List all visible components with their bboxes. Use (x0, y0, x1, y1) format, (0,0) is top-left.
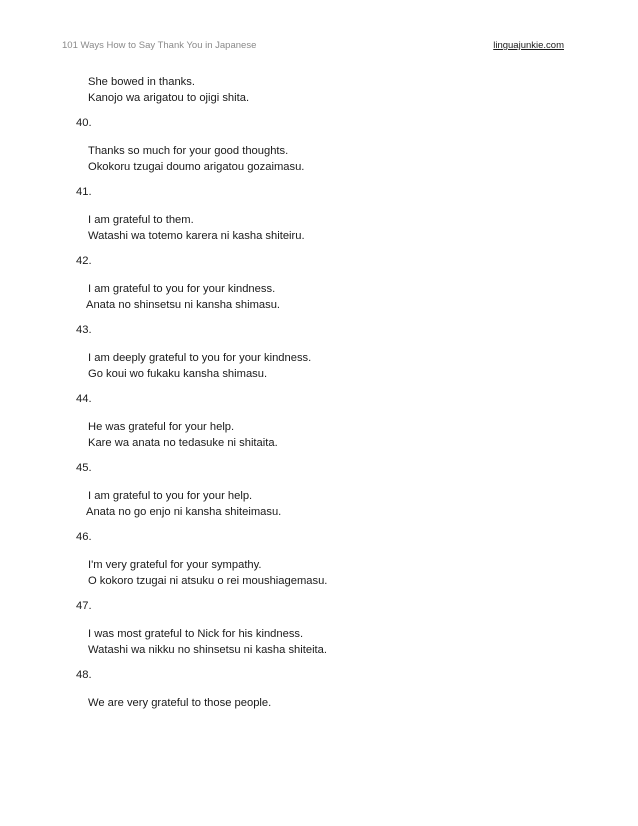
phrase-list (76, 74, 576, 711)
english-phrase: Thanks so much for your good thoughts. (88, 145, 289, 157)
page-header (62, 40, 564, 54)
entry-number: 46. (76, 531, 92, 543)
english-phrase: She bowed in thanks. (88, 76, 195, 88)
english-phrase: I'm very grateful for your sympathy. (88, 559, 262, 571)
entry-number: 42. (76, 255, 92, 267)
english-phrase: I am grateful to them. (88, 214, 194, 226)
english-phrase: We are very grateful to those people. (88, 697, 272, 709)
english-phrase: I am grateful to you for your help. (88, 490, 253, 502)
japanese-phrase: Anata no go enjo ni kansha shiteimasu. (86, 506, 282, 518)
japanese-phrase: O kokoro tzugai ni atsuku o rei moushiagemasu. (88, 575, 328, 587)
japanese-phrase: Watashi wa nikku no shinsetsu ni kasha shiteita. (88, 644, 327, 656)
english-phrase: I was most grateful to Nick for his kindness. (88, 628, 304, 640)
japanese-phrase: Anata no shinsetsu ni kansha shimasu. (86, 299, 281, 311)
document-title: 101 Ways How to Say Thank You in Japanese (62, 40, 257, 51)
site-link[interactable]: linguajunkie.com (493, 40, 564, 51)
japanese-phrase: Kanojo wa arigatou to ojigi shita. (88, 92, 250, 104)
english-phrase: I am grateful to you for your kindness. (88, 283, 276, 295)
english-phrase: I am deeply grateful to you for your kindness. (88, 352, 312, 364)
entry-number: 45. (76, 462, 92, 474)
entry-number: 44. (76, 393, 92, 405)
entry-number: 48. (76, 669, 92, 681)
entry-number: 43. (76, 324, 92, 336)
entry-number: 41. (76, 186, 92, 198)
entry-number: 40. (76, 117, 92, 129)
japanese-phrase: Kare wa anata no tedasuke ni shitaita. (88, 437, 278, 449)
japanese-phrase: Watashi wa totemo karera ni kasha shiteiru. (88, 230, 305, 242)
japanese-phrase: Okokoru tzugai doumo arigatou gozaimasu. (88, 161, 305, 173)
english-phrase: He was grateful for your help. (88, 421, 235, 433)
entry-number: 47. (76, 600, 92, 612)
japanese-phrase: Go koui wo fukaku kansha shimasu. (88, 368, 268, 380)
